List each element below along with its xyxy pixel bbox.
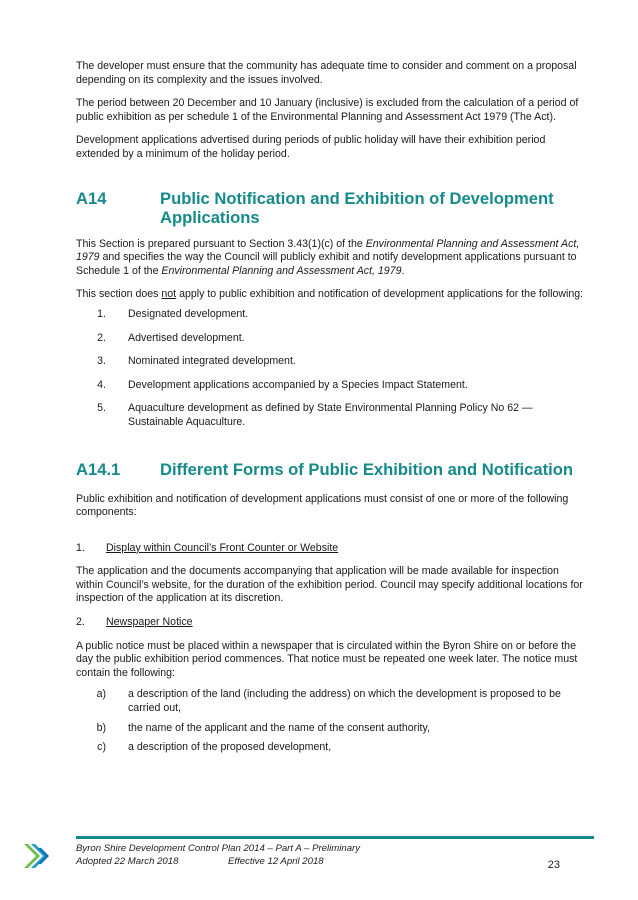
section-heading-a14: [76, 189, 588, 227]
exclusion-list: [76, 308, 588, 430]
page-number: 23: [547, 859, 560, 871]
footer-effective-date: Effective 12 April 2018: [228, 855, 324, 867]
list-item: c) a description of the proposed development,: [97, 741, 332, 754]
footer-adopted-date: Adopted 22 March 2018: [76, 855, 179, 867]
footer-document-title: Byron Shire Development Control Plan 2014 – Part A – Preliminary: [76, 843, 361, 854]
list-item: 3. Nominated integrated development.: [97, 355, 296, 368]
subheading-display: 1. Display within Council’s Front Counter or Website: [76, 541, 339, 554]
a14-1-paragraph-3: A public notice must be placed within a newspaper that is circulated within the Byron Shire on or before the day the public exhibition period commences. That notice must be repeated one week later. The notice must contain the following:: [76, 639, 578, 679]
section-number: A14: [76, 188, 107, 208]
list-item: 1. Designated development.: [97, 307, 249, 320]
intro-paragraph-1: The developer must ensure that the community has adequate time to consider and comment on a proposal depending on its complexity and the issues involved.: [76, 60, 577, 86]
a14-paragraph-1: This Section is prepared pursuant to Section 3.43(1)(c) of the Environmental Planning and Assessment Act, 1979 and specifies the way the Council will publicly exhibit and notify development applications pursuant to Schedule 1 of the Environmental Planning and Assessment Act, 1979.: [76, 237, 580, 277]
a14-1-paragraph-1: Public exhibition and notification of development applications must consist of one or more of the following components:: [76, 492, 569, 519]
list-item: 2. Advertised development.: [97, 331, 245, 344]
byron-shire-logo-icon: [22, 842, 52, 870]
intro-paragraph-3: Development applications advertised during periods of public holiday will have their exhibition period extended by a minimum of the holiday period.: [76, 134, 546, 160]
list-item: a) a description of the land (including the address) on which the development is proposed to be carried out,: [96, 688, 561, 715]
intro-paragraph-2: The period between 20 December and 10 January (inclusive) is excluded from the calculation of a period of public exhibition as per schedule 1 of the Environmental Planning and Assessment Act 1979 (The Act).: [76, 97, 579, 123]
subheading-newspaper: 2. Newspaper Notice: [76, 616, 193, 629]
section-heading-a14-1: [76, 460, 588, 479]
section-title: Public Notification and Exhibition of Development Applications: [160, 188, 554, 227]
footer-dates: [76, 856, 594, 869]
list-item: 4. Development applications accompanied by a Species Impact Statement.: [97, 378, 468, 391]
notice-contents-list: [76, 688, 588, 754]
page-footer: [76, 843, 594, 871]
page-content: [76, 60, 588, 755]
list-item: b) the name of the applicant and the name of the consent authority,: [96, 721, 430, 734]
a14-paragraph-2: This section does not apply to public exhibition and notification of development applications for the following:: [76, 288, 584, 301]
list-item: 5. Aquaculture development as defined by State Environmental Planning Policy No 62 — Sustainable Aquaculture.: [97, 402, 533, 428]
a14-1-paragraph-2: The application and the documents accompanying that application will be made available for inspection within Council’s website, for the duration of the exhibition period. Council may specify additional locations for inspection of the application at its discretion.: [76, 565, 583, 605]
footer-divider: [76, 836, 594, 839]
section-title: Different Forms of Public Exhibition and Notification: [160, 459, 574, 479]
section-number: A14.1: [76, 459, 121, 479]
